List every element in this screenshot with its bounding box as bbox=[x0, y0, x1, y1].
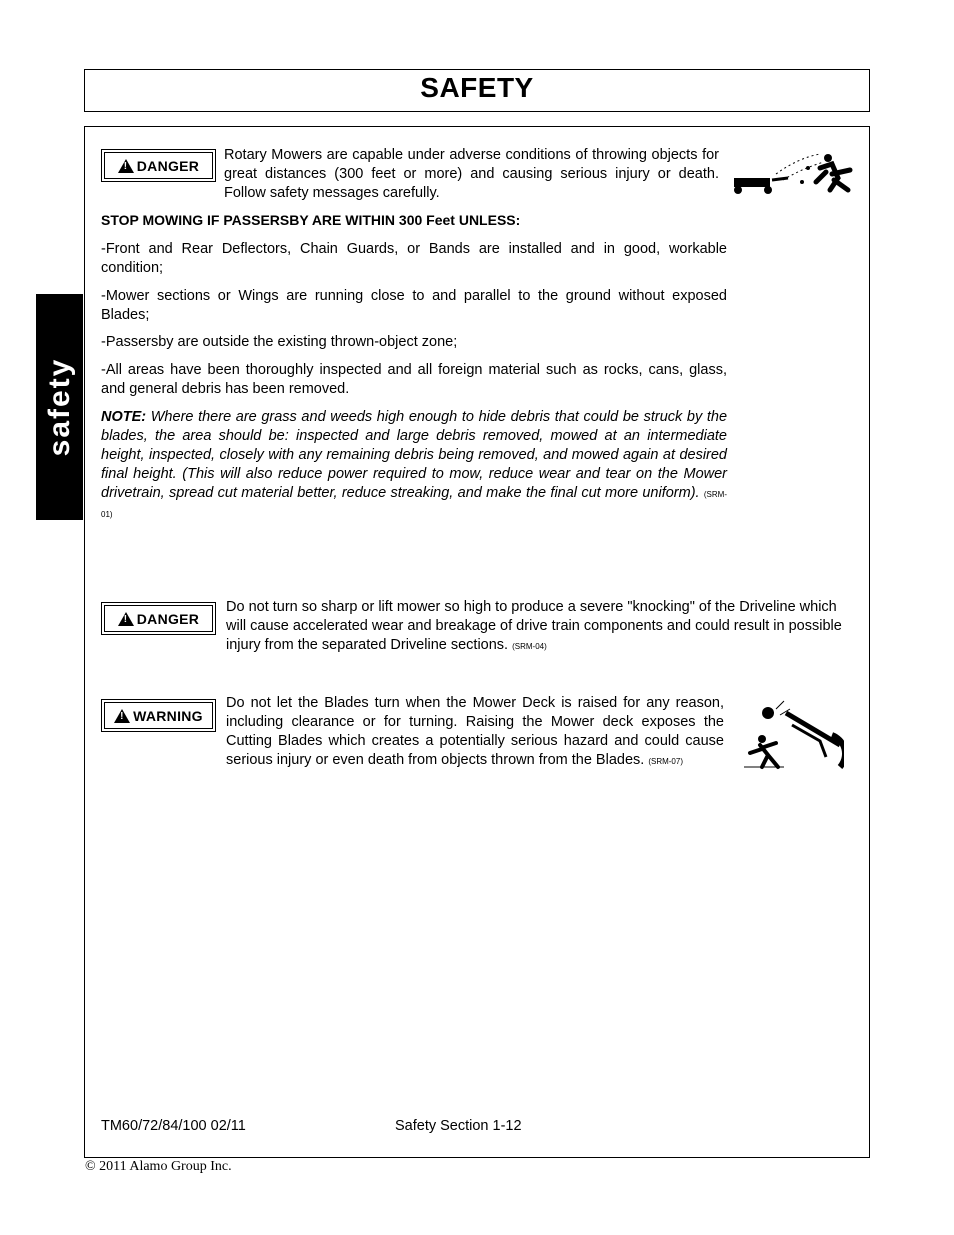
warning-triangle-icon bbox=[118, 612, 134, 626]
warning-triangle-icon bbox=[114, 709, 130, 723]
block3-body: Do not let the Blades turn when the Mower Deck is raised for any reason, including clearance or for turning. Raising the Mower deck exposes the Cutting Blades which creates a potentially serious hazard and could cause serious injury or even death from objects thrown from the Blades. bbox=[226, 695, 724, 768]
block1-text: Rotary Mowers are capable under adverse conditions of throwing objects for great distances (300 feet or more) and causing serious injury or death. Follow safety messages carefully. bbox=[224, 147, 719, 201]
warning-label bbox=[101, 699, 216, 732]
stop-heading: STOP MOWING IF PASSERSBY ARE WITHIN 300 Feet UNLESS: bbox=[101, 212, 521, 228]
condition-3: -Passersby are outside the existing thrown-object zone; bbox=[101, 334, 458, 350]
copyright: © 2011 Alamo Group Inc. bbox=[85, 1159, 232, 1174]
warning-label-text: WARNING bbox=[133, 707, 203, 724]
block3-code: (SRM-07) bbox=[648, 757, 683, 766]
block3-text bbox=[226, 694, 724, 771]
block2-text bbox=[226, 598, 856, 656]
block2-code: (SRM-04) bbox=[512, 642, 547, 651]
footer-model: TM60/72/84/100 02/11 bbox=[101, 1118, 246, 1134]
block2-body: Do not turn so sharp or lift mower so high to produce a severe "knocking" of the Driveline which will cause accelerated wear and breakage of drive train components and could result in possible injury from the separated Driveline sections. bbox=[226, 599, 842, 653]
danger-label-text: DANGER bbox=[136, 157, 200, 174]
warning-triangle-icon bbox=[118, 159, 134, 173]
side-tab-label: safety bbox=[42, 357, 76, 457]
condition-1: -Front and Rear Deflectors, Chain Guards, or Bands are installed and in good, workable condition; bbox=[101, 241, 727, 276]
note-label: NOTE: bbox=[101, 409, 147, 425]
thrown-object-hazard-icon bbox=[728, 150, 854, 200]
note-paragraph bbox=[101, 408, 727, 524]
side-tab-label-wrap bbox=[36, 294, 83, 520]
danger-label-2-text: DANGER bbox=[136, 610, 200, 627]
page-title: SAFETY bbox=[420, 72, 534, 103]
raised-deck-hazard-icon bbox=[740, 695, 844, 771]
condition-4: -All areas have been thoroughly inspected and all foreign material such as rocks, cans, glass, and general debris has been removed. bbox=[101, 362, 727, 397]
footer-section: Safety Section 1-12 bbox=[395, 1118, 522, 1134]
condition-2: -Mower sections or Wings are running close to and parallel to the ground without exposed Blades; bbox=[101, 288, 727, 323]
note-code: (SRM-01) bbox=[101, 490, 727, 519]
danger-label bbox=[101, 149, 216, 182]
danger-label-2 bbox=[101, 602, 216, 635]
note-text: Where there are grass and weeds high enough to hide debris that could be struck by the blades, the area should be: inspected and large debris removed, mowed at an intermediate height, inspected, closely with any remaining debris being removed, and mowed again at desired final height. (This will also reduce power required to mow, reduce wear and tear on the Mower drivetrain, spread cut material better, reduce streaking, and make the final cut more uniform). bbox=[101, 409, 728, 501]
